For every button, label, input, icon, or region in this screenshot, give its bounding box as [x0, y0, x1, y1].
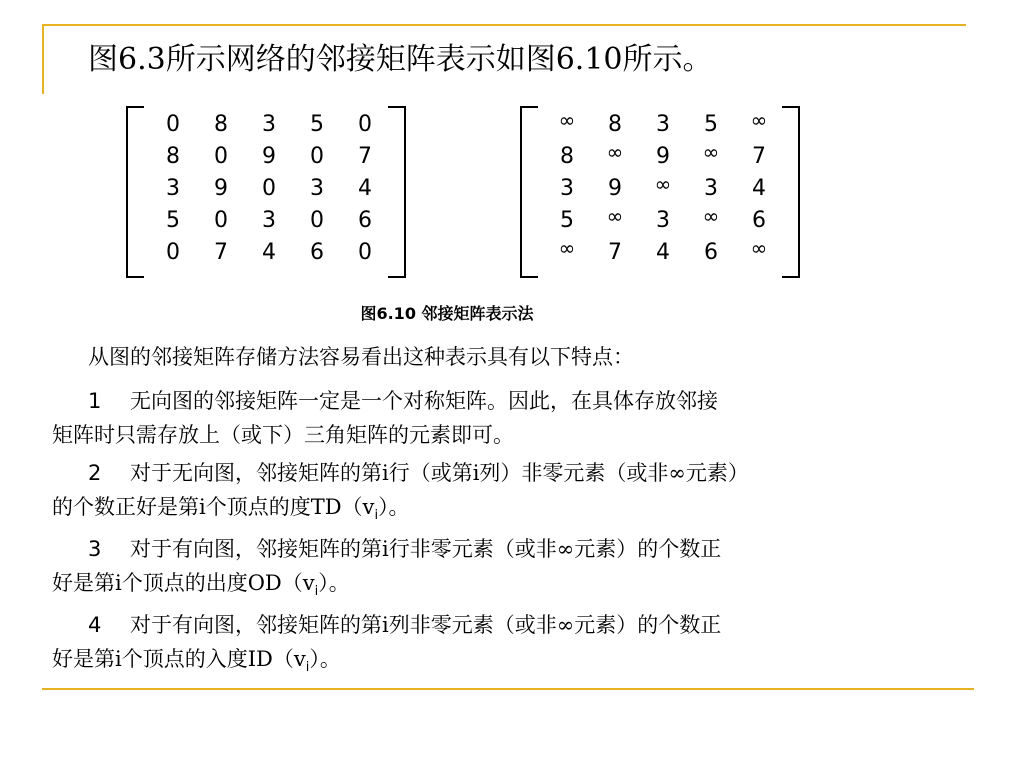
matrix-cell: 5	[166, 208, 180, 233]
point-text: 对于无向图，邻接矩阵的第i行（或第i列）非零元素（或非∞元素）	[130, 461, 749, 485]
figure-caption: 图6.10 邻接矩阵表示法	[360, 304, 534, 323]
matrix-cell: 3	[560, 176, 574, 201]
matrix-cell: 3	[166, 176, 180, 201]
matrix-cell: 5	[704, 112, 718, 137]
matrix-cell: 0	[166, 112, 180, 137]
point-4	[52, 608, 972, 676]
adjacency-matrix-zero	[126, 106, 406, 278]
point-text: 无向图的邻接矩阵一定是一个对称矩阵。因此，在具体存放邻接	[130, 389, 718, 413]
matrix-cell: 4	[752, 176, 766, 201]
matrix-cell: 7	[358, 144, 372, 169]
bottom-rule	[42, 688, 974, 690]
matrix-cell: 0	[214, 208, 228, 233]
point-number: 3	[88, 537, 102, 561]
intro-paragraph	[52, 340, 1008, 374]
matrix-cell: 5	[560, 208, 574, 233]
point-text-cont: 好是第i个顶点的出度OD（v	[52, 571, 315, 595]
matrix-cell: 9	[214, 176, 228, 201]
matrix-cell: 8	[608, 112, 622, 137]
matrix-cell: 0	[310, 208, 324, 233]
matrix-cell: 9	[656, 144, 670, 169]
point-text-cont: 矩阵时只需存放上（或下）三角矩阵的元素即可。	[52, 423, 514, 447]
matrix-left-bracket	[520, 106, 538, 278]
matrix-cell: 3	[656, 208, 670, 233]
matrix-cell: 0	[310, 144, 324, 169]
matrix-cell: 0	[166, 240, 180, 265]
matrix-cell: 0	[262, 176, 276, 201]
matrix-cell: 3	[262, 208, 276, 233]
matrix-cell: 4	[656, 240, 670, 265]
matrix-cell: 8	[560, 144, 574, 169]
matrix-cell: ∞	[654, 172, 672, 196]
matrix-cell: 3	[704, 176, 718, 201]
matrix-cell: 6	[752, 208, 766, 233]
subscript: i	[314, 584, 319, 600]
point-text-end: ）。	[378, 495, 410, 519]
matrix-cell: 4	[358, 176, 372, 201]
point-text-cont: 的个数正好是第i个顶点的度TD（v	[52, 495, 375, 519]
matrix-cell: 3	[656, 112, 670, 137]
matrix-cell: ∞	[606, 140, 624, 164]
point-text-cont: 好是第i个顶点的入度ID（v	[52, 647, 306, 671]
point-text-end: ）。	[318, 571, 350, 595]
matrix-cell: 4	[262, 240, 276, 265]
matrix-cell: 6	[358, 208, 372, 233]
matrix-right-bracket	[388, 106, 406, 278]
matrix-cell: 5	[310, 112, 324, 137]
point-number: 2	[88, 461, 102, 485]
matrix-cell: 7	[752, 144, 766, 169]
left-accent-rule	[42, 24, 44, 94]
matrix-cell: ∞	[702, 140, 720, 164]
matrix-cell: 0	[214, 144, 228, 169]
matrix-cell: 7	[608, 240, 622, 265]
adjacency-matrix-infinity	[520, 106, 800, 278]
matrix-cell: ∞	[750, 108, 768, 132]
matrix-cell: ∞	[750, 236, 768, 260]
point-2	[52, 456, 972, 524]
subscript: i	[305, 660, 310, 676]
point-text-end: ）。	[309, 647, 341, 671]
matrix-cell: ∞	[558, 236, 576, 260]
point-1	[52, 384, 972, 452]
matrix-cell: 6	[310, 240, 324, 265]
slide-title: 图6.3所示网络的邻接矩阵表示如图6.10所示。	[88, 42, 713, 77]
top-rule	[42, 24, 966, 26]
matrix-right-bracket	[782, 106, 800, 278]
matrix-cell: 0	[358, 240, 372, 265]
point-number: 4	[88, 613, 102, 637]
matrix-cell: 3	[310, 176, 324, 201]
matrix-cell: ∞	[558, 108, 576, 132]
matrix-cell: 9	[262, 144, 276, 169]
point-text: 对于有向图，邻接矩阵的第i行非零元素（或非∞元素）的个数正	[130, 537, 722, 561]
matrix-cell: ∞	[702, 204, 720, 228]
point-3	[52, 532, 972, 600]
matrix-cell: 7	[214, 240, 228, 265]
subscript: i	[374, 508, 379, 524]
matrix-cell: 6	[704, 240, 718, 265]
matrix-cell: 8	[214, 112, 228, 137]
matrix-cell: 9	[608, 176, 622, 201]
point-text: 对于有向图，邻接矩阵的第i列非零元素（或非∞元素）的个数正	[130, 613, 722, 637]
matrix-left-bracket	[126, 106, 144, 278]
intro-text: 从图的邻接矩阵存储方法容易看出这种表示具有以下特点：	[88, 345, 634, 369]
matrix-cell: ∞	[606, 204, 624, 228]
matrix-cell: 3	[262, 112, 276, 137]
matrix-cell: 8	[166, 144, 180, 169]
matrix-cell: 0	[358, 112, 372, 137]
point-number: 1	[88, 389, 102, 413]
